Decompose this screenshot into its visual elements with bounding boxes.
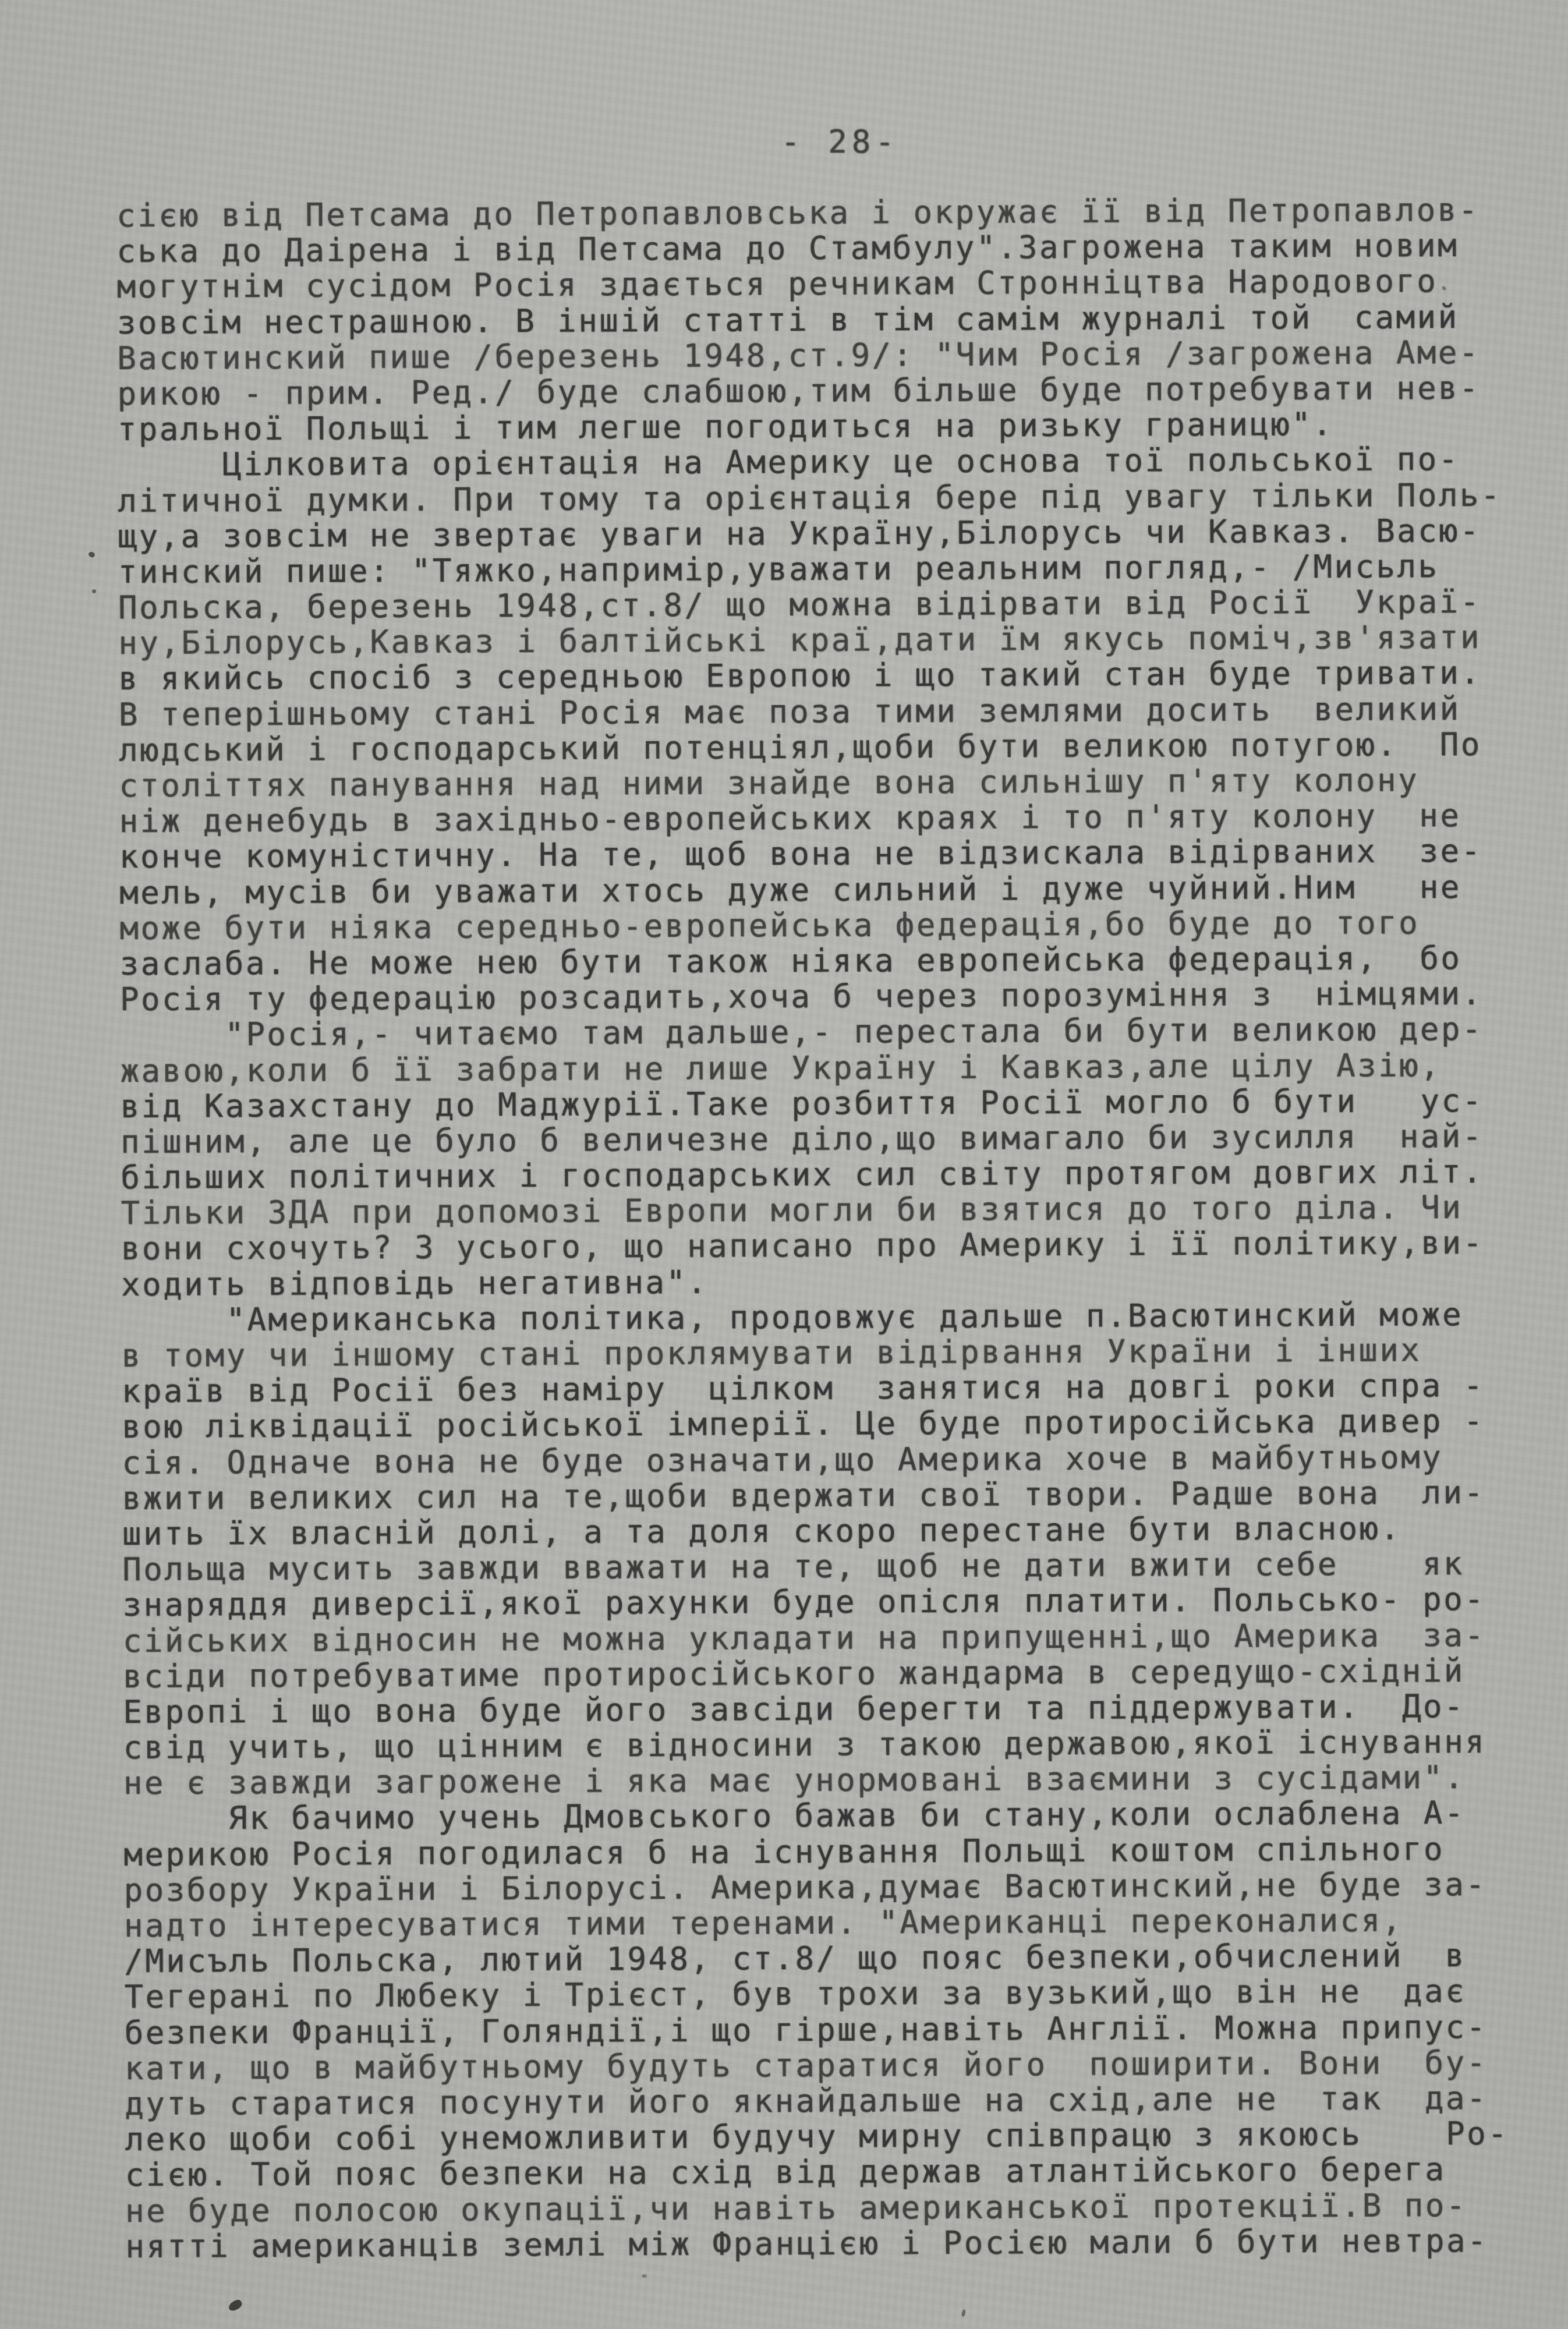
text-line: Тегерані по Любеку і Трієст, був трохи за вузький,що він не дає bbox=[124, 1973, 1467, 2016]
text-line: пішним, але це було б величезне діло,що вимагало би зусилля най- bbox=[120, 1117, 1484, 1160]
text-line: ніж денебудь в західньо-европейських краях і то п'яту колону не bbox=[119, 797, 1461, 840]
text-line: сією. Той пояс безпеки на схід від держав атлантійського берега bbox=[125, 2151, 1446, 2194]
text-line: сією від Петсама до Петропавловська і окружає її від Петропавлов- bbox=[116, 191, 1479, 234]
text-line: ська до Даірена і від Петсама до Стамбулу".Загрожена таким новим bbox=[116, 227, 1459, 270]
text-line: Тільки ЗДА при допомозі Европи могли би взятися до того діла. Чи bbox=[121, 1189, 1463, 1232]
text-line: конче комуністичну. На те, щоб вона не відзискала відірваних зе- bbox=[119, 833, 1482, 876]
text-line: могутнім сусідом Росія здається речникам Стронніцтва Народового bbox=[116, 263, 1438, 306]
text-line: країв від Росії без наміру цілком занятися на довгі роки спра - bbox=[121, 1367, 1485, 1410]
text-line: шить їх власній долі, а та доля скоро перестане бути власною. bbox=[122, 1510, 1401, 1552]
ink-speck bbox=[642, 2274, 647, 2278]
text-line: рикою - прим. Ред./ буде слабшою,тим більше буде потребувати нев- bbox=[117, 369, 1481, 412]
text-line: "Американська політика, продовжує дальше п.Васютинский може bbox=[121, 1296, 1464, 1339]
text-line: тинский пише: "Тяжко,напримір,уважати реальним погляд,- /Мисьль bbox=[118, 547, 1439, 590]
text-line: дуть старатися посунути його якнайдальше на схід,але не так да- bbox=[125, 2079, 1488, 2122]
text-line: щу,а зовсім не звертає уваги на Україну,Білорусь чи Кавказ. Васю- bbox=[118, 512, 1481, 555]
text-line: може бути ніяка середньо-европейська федерація,бо буде до того bbox=[119, 904, 1420, 947]
text-line: вою ліквідації російської імперії. Це буде протиросійська дивер - bbox=[122, 1403, 1485, 1446]
text-line: тральної Польщі і тим легше погодиться на ризьку границю". bbox=[117, 406, 1334, 448]
text-line: не є завжди загрожене і яка має унормовані взаємини з сусідами". bbox=[123, 1759, 1466, 1802]
text-line: літичної думки. При тому та орієнтація бере під увагу тільки Поль- bbox=[118, 476, 1502, 519]
text-line: зовсім нестрашною. В іншій статті в тім самім журналі той самий bbox=[116, 298, 1459, 341]
text-line: століттях панування над ними знайде вона сильнішу п'яту колону bbox=[119, 762, 1420, 804]
text-line: ходить відповідь негативна". bbox=[121, 1263, 709, 1303]
text-line: більших політичних і господарських сил світу протягом довгих літ. bbox=[121, 1153, 1484, 1197]
text-line: жавою,коли б її забрати не лише Україну і Кавказ,але цілу Азію, bbox=[120, 1046, 1442, 1089]
text-line: кати, що в майбутньому будуть старатися його поширити. Вони бу- bbox=[124, 2044, 1488, 2087]
text-line: В теперішньому стані Росія має поза тими землями досить великий bbox=[118, 690, 1461, 733]
text-line: заслаба. Не може нею бути також ніяка европейська федерація, бо bbox=[119, 939, 1462, 982]
document-text-block bbox=[116, 192, 1509, 2264]
text-line: не буде полосою окупації,чи навіть американської протекції.В по- bbox=[125, 2186, 1467, 2229]
text-line: від Казахстану до Маджурії.Таке розбиття Росії могло б бути ус- bbox=[120, 1082, 1484, 1125]
text-line: вони схочуть? З усього, що написано про Америку і її політику,ви- bbox=[121, 1224, 1484, 1268]
text-line: надто інтересуватися тими теренами. "Американці переконалися, bbox=[123, 1902, 1403, 1944]
ink-speck bbox=[961, 2309, 967, 2317]
text-line: безпеки Франції, Голяндії,і що гірше,навіть Англії. Можна припус- bbox=[124, 2008, 1488, 2051]
text-line: людський і господарський потенціял,щоби бути великою потугою. По bbox=[119, 725, 1482, 769]
text-line: Цілковита орієнтація на Америку це основа тої польської по- bbox=[117, 441, 1460, 484]
text-line: свід учить, що цінним є відносини з такою державою,якої існування bbox=[123, 1723, 1486, 1767]
text-line: Росія ту федерацію розсадить,хоча б через порозуміння з німцями. bbox=[119, 975, 1483, 1018]
text-line: мерикою Росія погодилася б на існування Польщі коштом спільного bbox=[123, 1830, 1445, 1873]
text-line: сія. Одначе вона не буде означати,що Америка хоче в майбутньому bbox=[122, 1438, 1443, 1481]
text-line: мель, мусів би уважати хтось дуже сильний і дуже чуйний.Ним не bbox=[119, 868, 1462, 911]
text-line: в якийсь спосіб з середньою Европою і що такий стан буде тривати. bbox=[118, 654, 1482, 698]
text-line: Польска, березень 1948,ст.8/ що можна відірвати від Росії Украї- bbox=[118, 583, 1481, 627]
text-line: розбору України і Білорусі. Америка,думає Васютинский,не буде за- bbox=[123, 1866, 1487, 1909]
text-line: всіди потребуватиме протиросійського жандарма в середущо-східній bbox=[122, 1652, 1465, 1695]
ink-speck bbox=[92, 589, 96, 593]
text-line: знаряддя диверсії,якої рахунки буде опісля платити. Польсько- ро- bbox=[122, 1581, 1486, 1624]
text-line: Польща мусить завжди вважати на те, щоб не дати вжити себе як bbox=[122, 1545, 1465, 1588]
text-line: нятті американців землі між Францією і Росією мали б бути невтра- bbox=[125, 2222, 1489, 2265]
ink-speck bbox=[88, 551, 95, 558]
text-line: ну,Білорусь,Кавказ і балтійські краї,дати їм якусь поміч,зв'язати bbox=[118, 619, 1482, 662]
page-number: - 28- bbox=[781, 123, 899, 160]
text-line: вжити великих сил на те,щоби вдержати свої твори. Радше вона ли- bbox=[122, 1474, 1485, 1517]
text-line: леко щоби собі унеможливити будучу мирну співпрацю з якоюсь Ро- bbox=[125, 2115, 1509, 2158]
text-line: "Росія,- читаємо там дальше,- перестала би бути великою дер- bbox=[120, 1011, 1484, 1054]
text-line: Васютинский пише /березень 1948,ст.9/: "Чим Росія /загрожена Аме- bbox=[117, 334, 1481, 377]
text-line: /Мисъль Польска, лютий 1948, ст.8/ що пояс безпеки,обчислений в bbox=[124, 1937, 1467, 1980]
text-line: в тому чи іншому стані проклямувати відірвання України і інших bbox=[121, 1332, 1422, 1374]
text-line: Европі і що вона буде його завсіди берегти та піддержувати. До- bbox=[123, 1687, 1466, 1730]
text-line: сійських відносин не можна укладати на припущенні,що Америка за- bbox=[122, 1616, 1486, 1659]
text-line: Як бачимо учень Дмовського бажав би стану,коли ослаблена А- bbox=[123, 1794, 1466, 1838]
ink-speck bbox=[227, 2298, 243, 2313]
